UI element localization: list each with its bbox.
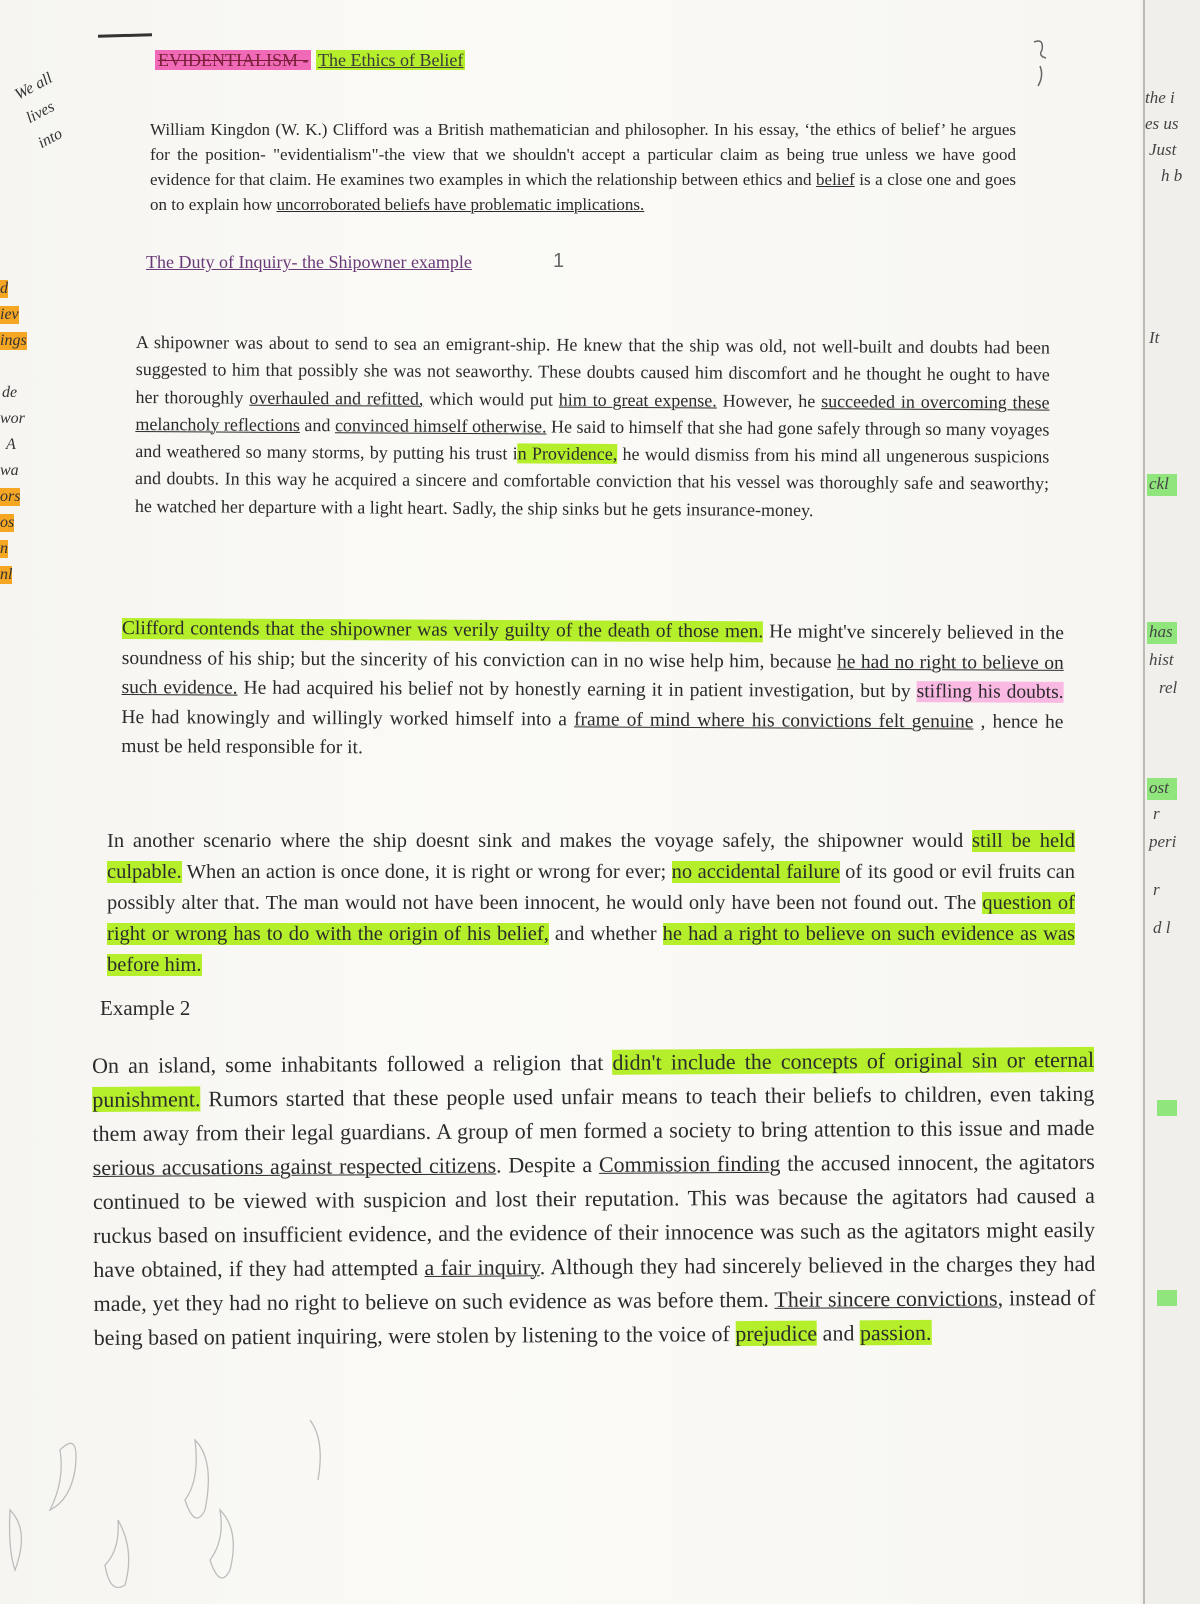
left-margin-text: We all: [12, 69, 56, 104]
pen-stroke-mark: [98, 33, 152, 37]
right-margin-text: rel: [1159, 678, 1178, 697]
right-margin-text: ost: [1149, 778, 1169, 797]
right-margin-text: es us: [1145, 114, 1179, 133]
highlight-prejudice: prejudice: [735, 1320, 818, 1347]
left-margin-text: lives: [23, 98, 58, 127]
right-margin-text: r: [1153, 804, 1160, 823]
title-subtitle: The Ethics of Belief: [317, 50, 464, 70]
highlight-original-sin: didn't include the concepts of original sin or eternal punishment.: [92, 1046, 1095, 1112]
left-margin-text: ings: [0, 332, 27, 349]
title-main: EVIDENTIALISM -: [155, 50, 311, 70]
adjacent-page-edge: [1143, 0, 1200, 1604]
right-margin-text: the i: [1145, 88, 1175, 107]
left-margin-previous-page: [0, 0, 80, 1604]
right-margin-text: h b: [1161, 166, 1183, 185]
left-margin-text: os: [0, 514, 15, 531]
left-margin-text: iev: [0, 306, 19, 323]
right-margin-text: has: [1149, 622, 1173, 641]
left-margin-text: d: [0, 280, 8, 297]
example2-paragraph: On an island, some inhabitants followed a religion that didn't include the concepts of original sin or eternal punishment. Rumors started that these people used unfair means to teach their beliefs to children, even taking them away from their legal guardians. A group of men formed a society to bring attention to this issue and made serious accusations against respected citizens. Despite a Commission finding the accused innocent, the agitators continued to be viewed with suspicion and lost their reputation. This was because the agitators had caused a ruckus based on insufficient evidence, and the evidence of their innocence was such as the agitators might easily have obtained, if they had attempted a fair inquiry. Although they had sincerely believed in the charges they had made, yet they had no right to believe on such evidence as was before them. Their sincere convictions, instead of being based on patient inquiring, were stolen by listening to the voice of prejudice and passion.: [92, 1046, 1096, 1350]
highlight-origin-of-belief: question of right or wrong has to do with the origin of his belief,: [107, 891, 1075, 945]
clifford-paragraph: Clifford contends that the shipowner was verily guilty of the death of those men. He might've sincerely believed in the soundness of his ship; but the sincerity of his conviction can in no wise help him, because he had no right to believe on such evidence. He had acquired his belief not by honestly earning it in patient investigation, but by stifling his doubts. He had knowingly and willingly worked himself into a frame of mind where his convictions felt genuine , hence he must be held responsible for it.: [121, 617, 1064, 758]
scenario-paragraph: In another scenario where the ship doesnt sink and makes the voyage safely, the shipowner would still be held culpable. When an action is once done, it is right or wrong for ever; no accidental failure of its good or evil fruits can possibly alter that. The man would not have been innocent, he would only have been not found out. The question of right or wrong has to do with the origin of his belief, and whether he had a right to believe on such evidence as was before him.: [107, 829, 1076, 976]
left-margin-text: wa: [0, 462, 19, 479]
right-margin-highlight: [1157, 1290, 1177, 1306]
left-margin-text: de: [2, 384, 18, 401]
section-heading-shipowner: The Duty of Inquiry- the Shipowner example: [146, 252, 472, 272]
right-margin-text: ckl: [1149, 474, 1169, 493]
right-margin-text: It: [1149, 328, 1160, 347]
right-margin-text: hist: [1149, 650, 1174, 669]
left-margin-text: ors: [0, 488, 21, 505]
section-number-annotation: 1: [553, 250, 565, 272]
intro-paragraph: William Kingdon (W. K.) Clifford was a British mathematician and philosopher. In his essay, ‘the ethics of belief’ he argues for the position- "evidentialism"-the view that we shouldn't accept a particular claim as being true unless we have good evidence for that claim. He examines two examples in which the relationship between ethics and belief is a close one and goes on to explain how uncorroborated beliefs have problematic implications.: [150, 120, 1016, 214]
pencil-mark-icon: [1030, 36, 1054, 92]
highlight-accidental-failure: no accidental failure: [671, 860, 840, 883]
highlight-stifling-doubts: stifling his doubts.: [916, 680, 1064, 703]
highlight-culpable: still be held culpable.: [107, 829, 1075, 883]
right-margin-text: Just: [1149, 140, 1177, 159]
left-margin-text: wor: [0, 410, 25, 427]
left-margin-text: nl: [0, 566, 13, 583]
right-margin-text: r: [1153, 880, 1160, 899]
left-margin-text: A: [6, 436, 16, 453]
right-margin-highlight: [1157, 1100, 1177, 1116]
highlight-passion: passion.: [859, 1319, 932, 1346]
shipowner-paragraph: A shipowner was about to send to sea an emigrant-ship. He knew that the ship was old, not well-built and doubts had been suggested to him that possibly she was not seaworthy. These doubts caused him discomfort and he thought he ought to have her thoroughly overhauled and refitted, which would put him to great expense. However, he succeeded in overcoming these melancholy reflections and convinced himself otherwise. He said to himself that she had gone safely through so many voyages and weathered so many storms, by putting his trust in Providence, he would dismiss from his mind all ungenerous suspicions and doubts. In this way he acquired a sincere and comfortable conviction that his vessel was thoroughly safe and seaworthy; he watched her departure with a light heart. Sadly, the ship sinks but he gets insurance-money.: [134, 331, 1050, 520]
highlight-clifford-contends: Clifford contends that the shipowner was verily guilty of the death of those men.: [121, 617, 764, 642]
page-title: [155, 50, 465, 71]
example2-heading: Example 2: [100, 996, 191, 1020]
pencil-doodle-icon: [0, 1400, 340, 1604]
left-margin-text: n: [0, 540, 8, 557]
left-margin-text: into: [35, 125, 66, 152]
right-margin-text: peri: [1149, 832, 1177, 851]
highlight-right-to-believe: he had a right to believe on such evidence as was before him.: [107, 922, 1076, 976]
highlight-providence: n Providence,: [517, 443, 618, 465]
right-margin-text: d l: [1153, 918, 1171, 937]
